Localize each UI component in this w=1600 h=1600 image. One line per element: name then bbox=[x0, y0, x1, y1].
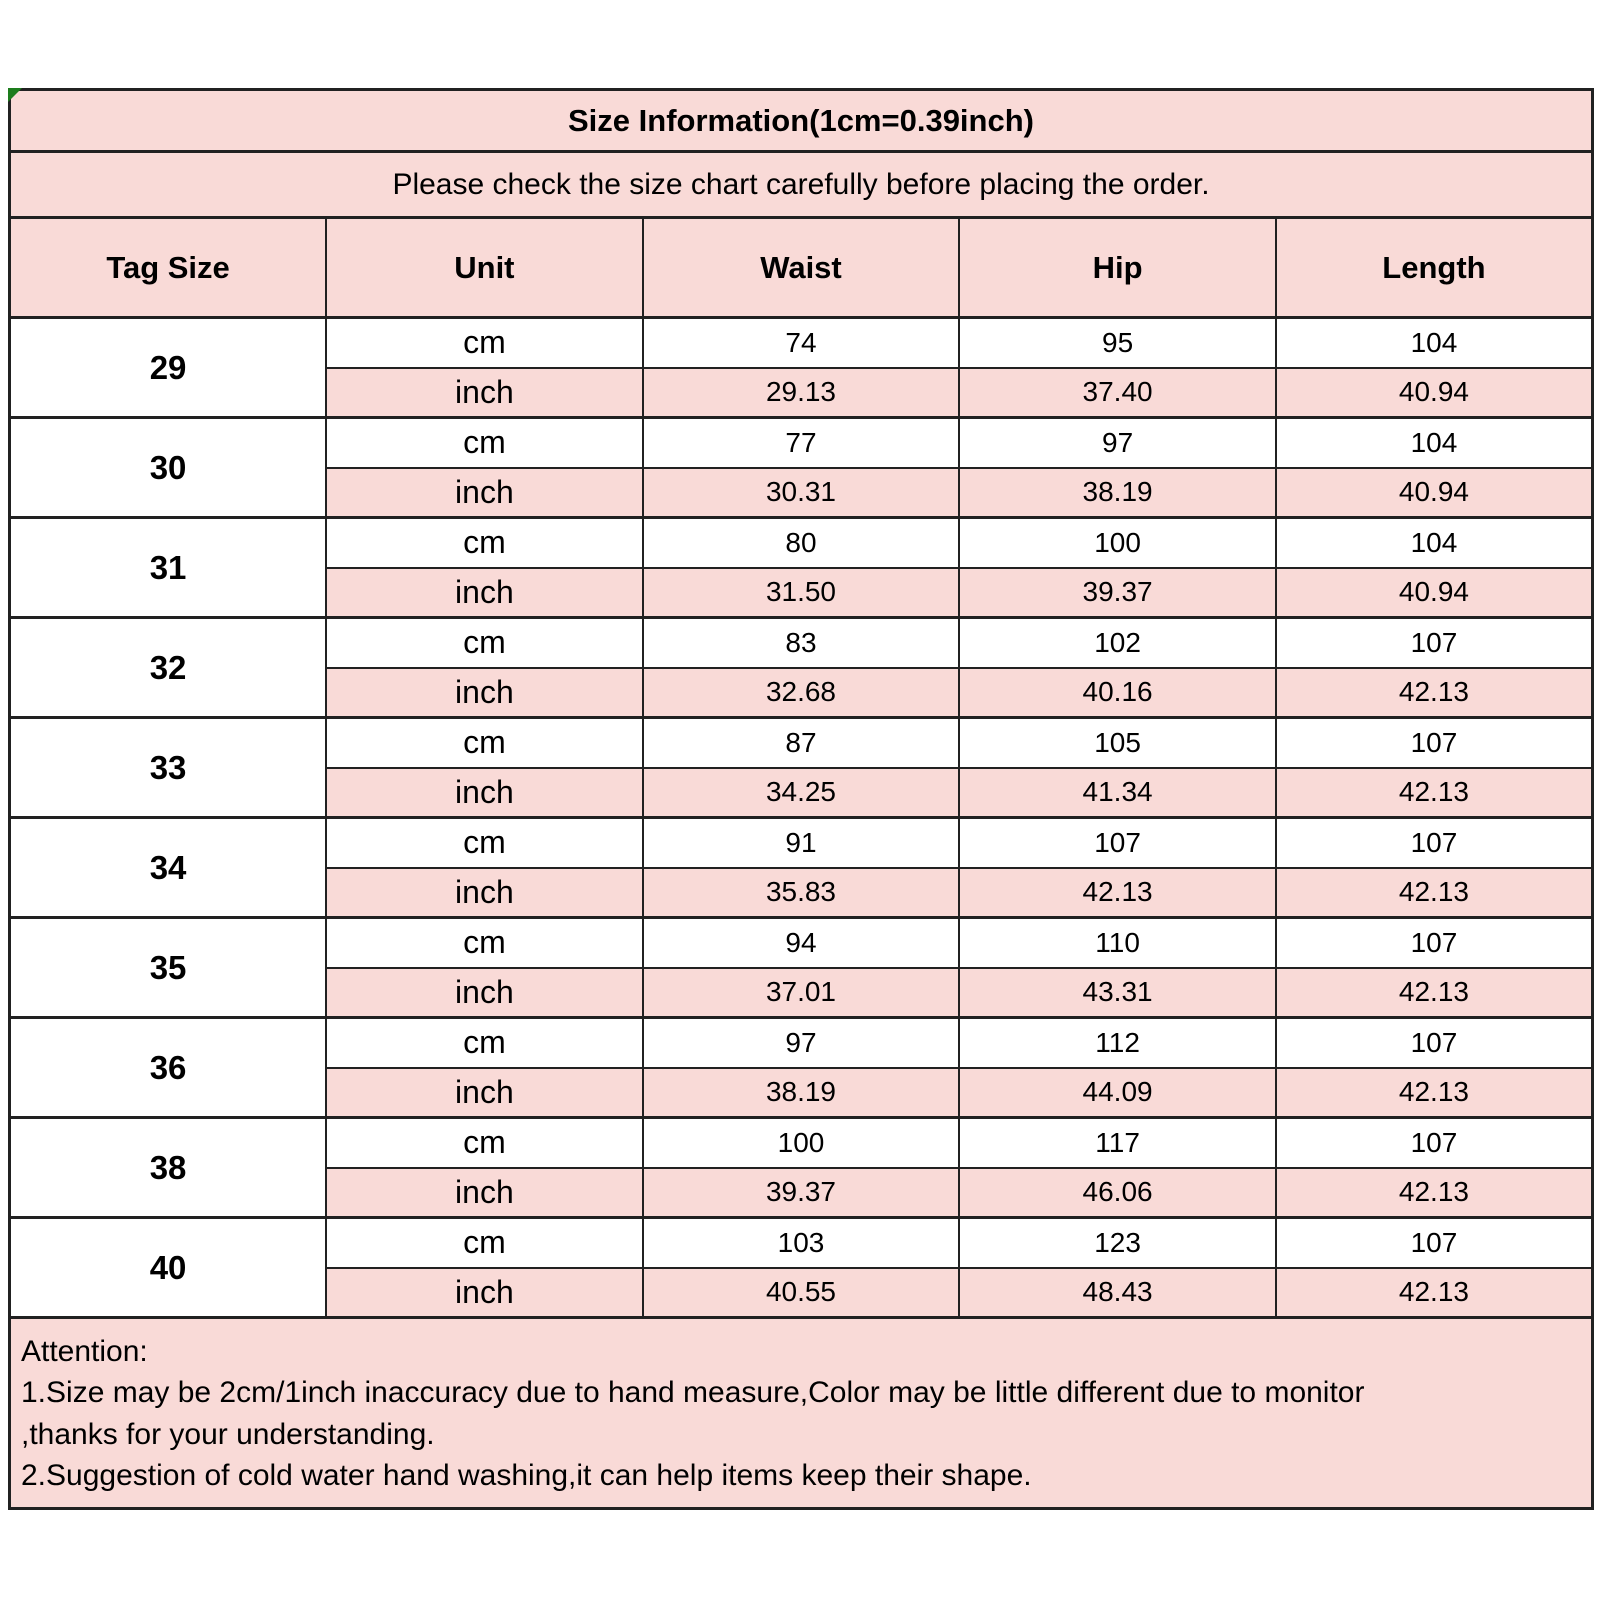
hip-cell: 48.43 bbox=[959, 1268, 1276, 1318]
tag-size-cell: 35 bbox=[10, 918, 327, 1018]
size-chart bbox=[8, 88, 1594, 1510]
length-cell: 42.13 bbox=[1276, 868, 1593, 918]
length-cell: 107 bbox=[1276, 918, 1593, 968]
unit-cell: inch bbox=[326, 1268, 643, 1318]
waist-cell: 39.37 bbox=[643, 1168, 960, 1218]
tag-size-cell: 34 bbox=[10, 818, 327, 918]
tag-size-cell: 30 bbox=[10, 418, 327, 518]
waist-cell: 74 bbox=[643, 318, 960, 368]
length-cell: 42.13 bbox=[1276, 668, 1593, 718]
waist-cell: 83 bbox=[643, 618, 960, 668]
unit-cell: cm bbox=[326, 418, 643, 468]
attention-line-3: 2.Suggestion of cold water hand washing,it can help items keep their shape. bbox=[21, 1459, 1032, 1493]
unit-cell: inch bbox=[326, 468, 643, 518]
waist-cell: 37.01 bbox=[643, 968, 960, 1018]
unit-cell: inch bbox=[326, 968, 643, 1018]
green-corner-icon bbox=[8, 88, 22, 102]
length-cell: 107 bbox=[1276, 618, 1593, 668]
size-table bbox=[8, 88, 1594, 1510]
length-cell: 42.13 bbox=[1276, 1168, 1593, 1218]
page-title: Size Information(1cm=0.39inch) bbox=[10, 90, 1593, 152]
column-header-length: Length bbox=[1276, 218, 1593, 318]
tag-size-cell: 36 bbox=[10, 1018, 327, 1118]
length-cell: 107 bbox=[1276, 818, 1593, 868]
length-cell: 40.94 bbox=[1276, 568, 1593, 618]
column-header-unit: Unit bbox=[326, 218, 643, 318]
waist-cell: 77 bbox=[643, 418, 960, 468]
unit-cell: inch bbox=[326, 568, 643, 618]
hip-cell: 39.37 bbox=[959, 568, 1276, 618]
hip-cell: 43.31 bbox=[959, 968, 1276, 1018]
unit-cell: inch bbox=[326, 1068, 643, 1118]
length-cell: 42.13 bbox=[1276, 768, 1593, 818]
waist-cell: 35.83 bbox=[643, 868, 960, 918]
attention-line-2: ,thanks for your understanding. bbox=[21, 1417, 435, 1451]
unit-cell: cm bbox=[326, 818, 643, 868]
tag-size-cell: 40 bbox=[10, 1218, 327, 1318]
size-row-35-cm bbox=[10, 918, 1593, 968]
waist-cell: 94 bbox=[643, 918, 960, 968]
column-header-hip: Hip bbox=[959, 218, 1276, 318]
hip-cell: 110 bbox=[959, 918, 1276, 968]
length-cell: 42.13 bbox=[1276, 968, 1593, 1018]
hip-cell: 41.34 bbox=[959, 768, 1276, 818]
unit-cell: inch bbox=[326, 1168, 643, 1218]
unit-cell: cm bbox=[326, 518, 643, 568]
unit-cell: cm bbox=[326, 1118, 643, 1168]
length-cell: 104 bbox=[1276, 518, 1593, 568]
hip-cell: 40.16 bbox=[959, 668, 1276, 718]
hip-cell: 123 bbox=[959, 1218, 1276, 1268]
waist-cell: 80 bbox=[643, 518, 960, 568]
hip-cell: 95 bbox=[959, 318, 1276, 368]
length-cell: 40.94 bbox=[1276, 468, 1593, 518]
column-header-row bbox=[10, 218, 1593, 318]
subtitle-text: Please check the size chart carefully before placing the order. bbox=[10, 152, 1593, 218]
hip-cell: 102 bbox=[959, 618, 1276, 668]
size-row-36-cm bbox=[10, 1018, 1593, 1068]
hip-cell: 44.09 bbox=[959, 1068, 1276, 1118]
length-cell: 107 bbox=[1276, 1018, 1593, 1068]
unit-cell: cm bbox=[326, 1218, 643, 1268]
hip-cell: 42.13 bbox=[959, 868, 1276, 918]
tag-size-cell: 32 bbox=[10, 618, 327, 718]
waist-cell: 100 bbox=[643, 1118, 960, 1168]
title-row bbox=[10, 90, 1593, 152]
attention-line-1: 1.Size may be 2cm/1inch inaccuracy due to hand measure,Color may be little different due to monitor bbox=[21, 1376, 1365, 1410]
unit-cell: cm bbox=[326, 718, 643, 768]
size-row-34-cm bbox=[10, 818, 1593, 868]
hip-cell: 112 bbox=[959, 1018, 1276, 1068]
waist-cell: 34.25 bbox=[643, 768, 960, 818]
length-cell: 42.13 bbox=[1276, 1268, 1593, 1318]
size-row-32-cm bbox=[10, 618, 1593, 668]
size-row-40-cm bbox=[10, 1218, 1593, 1268]
unit-cell: cm bbox=[326, 618, 643, 668]
column-header-waist: Waist bbox=[643, 218, 960, 318]
tag-size-cell: 33 bbox=[10, 718, 327, 818]
hip-cell: 37.40 bbox=[959, 368, 1276, 418]
length-cell: 107 bbox=[1276, 718, 1593, 768]
unit-cell: cm bbox=[326, 318, 643, 368]
length-cell: 42.13 bbox=[1276, 1068, 1593, 1118]
unit-cell: inch bbox=[326, 668, 643, 718]
hip-cell: 105 bbox=[959, 718, 1276, 768]
attention-row bbox=[10, 1318, 1593, 1509]
attention-note bbox=[10, 1318, 1593, 1509]
length-cell: 104 bbox=[1276, 418, 1593, 468]
unit-cell: inch bbox=[326, 868, 643, 918]
length-cell: 104 bbox=[1276, 318, 1593, 368]
waist-cell: 32.68 bbox=[643, 668, 960, 718]
unit-cell: inch bbox=[326, 368, 643, 418]
size-row-33-cm bbox=[10, 718, 1593, 768]
attention-heading: Attention: bbox=[21, 1335, 148, 1368]
waist-cell: 91 bbox=[643, 818, 960, 868]
length-cell: 107 bbox=[1276, 1218, 1593, 1268]
waist-cell: 40.55 bbox=[643, 1268, 960, 1318]
length-cell: 40.94 bbox=[1276, 368, 1593, 418]
hip-cell: 100 bbox=[959, 518, 1276, 568]
hip-cell: 38.19 bbox=[959, 468, 1276, 518]
length-cell: 107 bbox=[1276, 1118, 1593, 1168]
tag-size-cell: 29 bbox=[10, 318, 327, 418]
hip-cell: 107 bbox=[959, 818, 1276, 868]
waist-cell: 31.50 bbox=[643, 568, 960, 618]
size-table-body bbox=[10, 318, 1593, 1318]
waist-cell: 30.31 bbox=[643, 468, 960, 518]
subtitle-row bbox=[10, 152, 1593, 218]
hip-cell: 46.06 bbox=[959, 1168, 1276, 1218]
unit-cell: inch bbox=[326, 768, 643, 818]
unit-cell: cm bbox=[326, 918, 643, 968]
waist-cell: 103 bbox=[643, 1218, 960, 1268]
waist-cell: 38.19 bbox=[643, 1068, 960, 1118]
column-header-tag-size: Tag Size bbox=[10, 218, 327, 318]
tag-size-cell: 38 bbox=[10, 1118, 327, 1218]
waist-cell: 29.13 bbox=[643, 368, 960, 418]
size-row-30-cm bbox=[10, 418, 1593, 468]
hip-cell: 97 bbox=[959, 418, 1276, 468]
waist-cell: 97 bbox=[643, 1018, 960, 1068]
hip-cell: 117 bbox=[959, 1118, 1276, 1168]
size-row-29-cm bbox=[10, 318, 1593, 368]
tag-size-cell: 31 bbox=[10, 518, 327, 618]
size-row-31-cm bbox=[10, 518, 1593, 568]
unit-cell: cm bbox=[326, 1018, 643, 1068]
waist-cell: 87 bbox=[643, 718, 960, 768]
size-row-38-cm bbox=[10, 1118, 1593, 1168]
